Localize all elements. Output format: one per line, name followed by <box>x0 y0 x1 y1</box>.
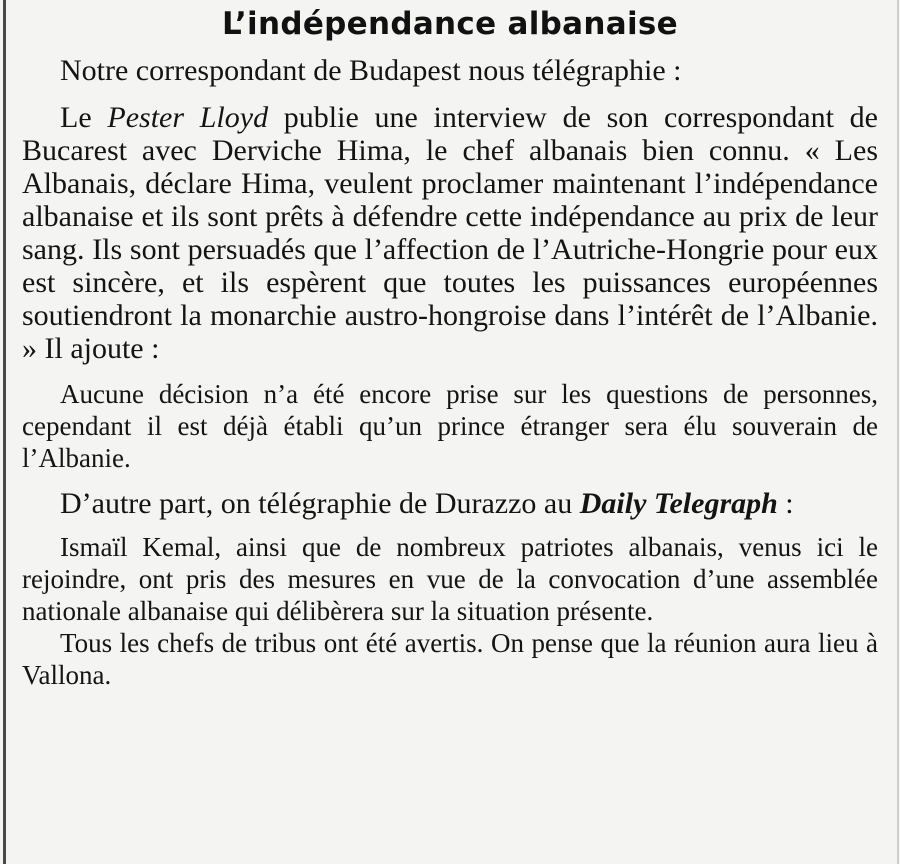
paragraph-text: : <box>777 487 794 520</box>
column-rule-left <box>3 0 6 864</box>
article-headline: L’indépendance albanaise <box>222 6 678 42</box>
paragraph-durazzo <box>22 487 878 520</box>
column-rule-right <box>897 0 899 864</box>
paragraph-text: publie une interview de son correspondant de Bucarest avec Derviche Hima, le chef albanais bien connu. « Les Albanais, déclare Hima, veulent proclamer maintenant l’indépendance albanaise et ils sont prêts à défendre cette indépendance au prix de leur sang. Ils sont persuadés que l’affection de l’Autriche-Hongrie pour eux est sincère, et ils espèrent que toutes les puissances européennes soutiendront la monarchie austro-hongroise dans l’intérêt de l’Albanie. » Il ajoute : <box>22 101 878 365</box>
newspaper-name-daily-telegraph: Daily Telegraph <box>579 487 778 520</box>
quote-ismail-kemal: Ismaïl Kemal, ainsi que de nombreux patriotes albanais, venus ici le rejoindre, ont pris des mesures en vue de la convocation d’une assemblée nationale albanaise qui délibèrera sur la situation présente. <box>22 532 878 626</box>
intro-line: Notre correspondant de Budapest nous télégraphie : <box>60 54 682 87</box>
paragraph-pester-lloyd <box>22 101 878 365</box>
quote-decision: Aucune décision n’a été encore prise sur les questions de personnes, cependant il est déjà établi qu’un prince étranger sera élu souverain de l’Albanie. <box>22 379 878 473</box>
newspaper-name-pester-lloyd: Pester Lloyd <box>107 101 269 134</box>
paragraph-text: Le <box>60 101 108 134</box>
quote-tribus: Tous les chefs de tribus ont été avertis. On pense que la réunion aura lieu à Vallona. <box>22 628 878 690</box>
paragraph-text: D’autre part, on télégraphie de Durazzo au <box>60 487 580 520</box>
article <box>22 0 878 691</box>
